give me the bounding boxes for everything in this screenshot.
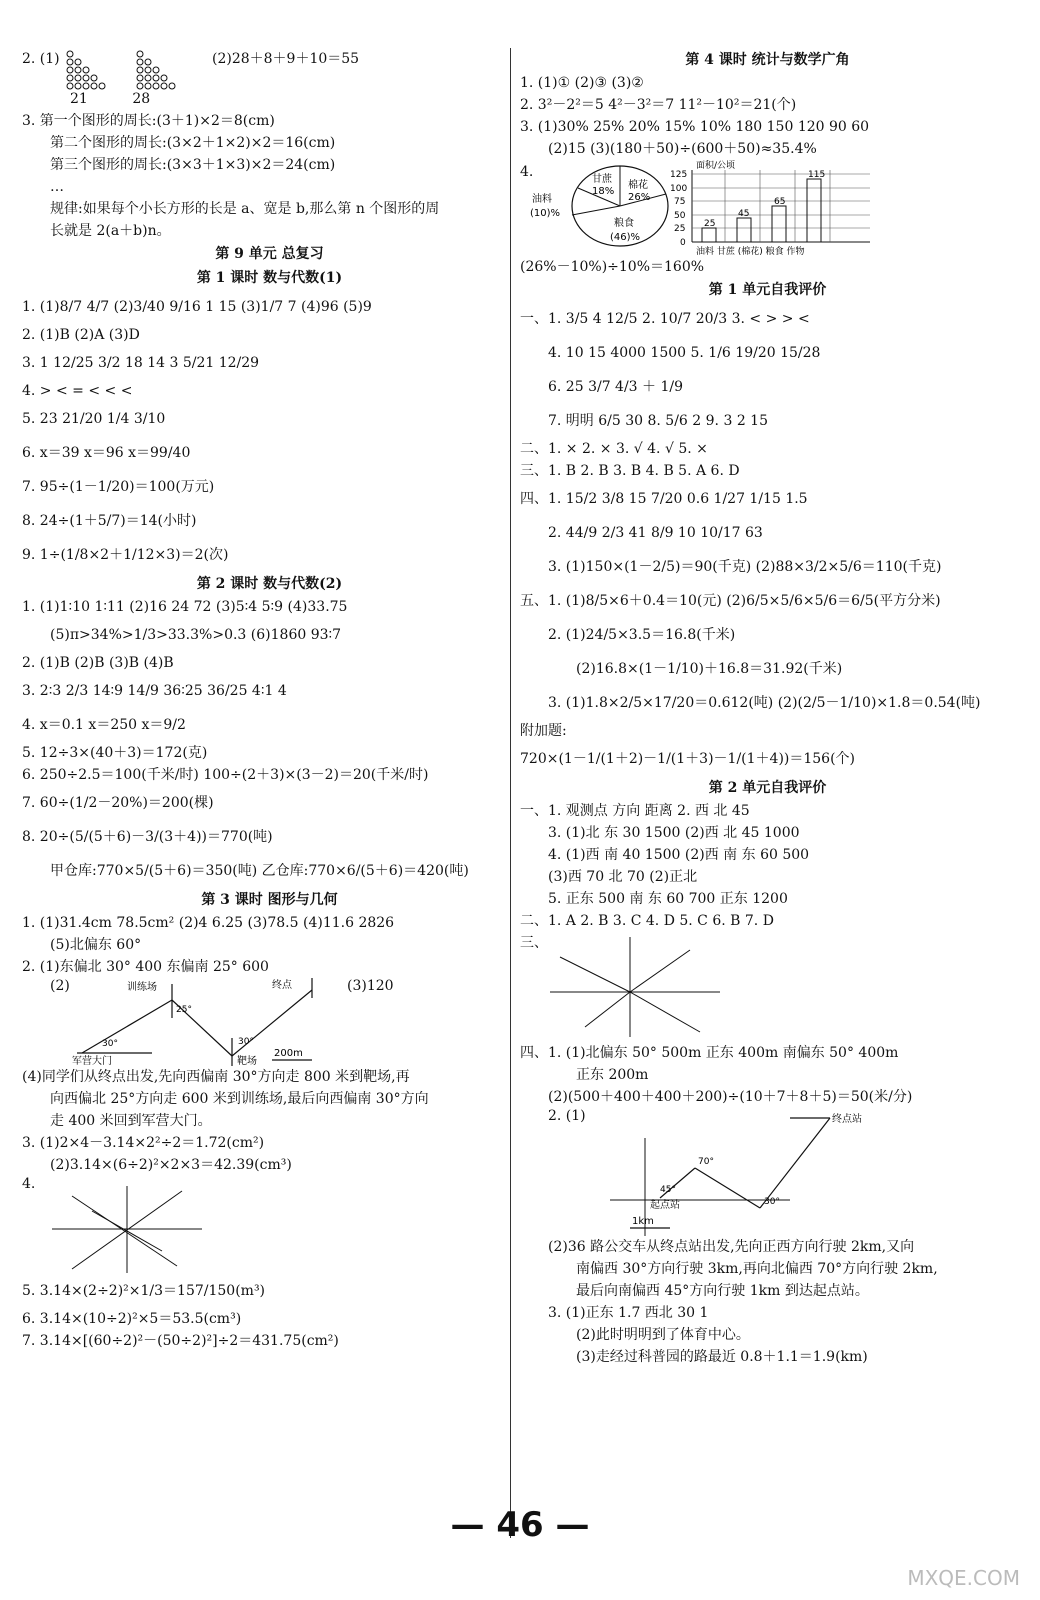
answer-line: 1. (1)① (2)③ (3)② xyxy=(520,75,644,91)
section-heading: 第 1 课时 数与代数(1) xyxy=(196,270,343,286)
answer-line: 向西偏北 25°方向走 600 米到训练场,最后向西偏南 30°方向 xyxy=(50,1091,429,1107)
section-heading: 第 2 课时 数与代数(2) xyxy=(196,576,343,592)
direction-map-3 xyxy=(520,932,1015,1042)
bar-value: 115 xyxy=(808,170,826,180)
answer-line: 7. 95÷(1－1/20)＝100(万元) xyxy=(22,479,215,495)
map-label: 终点站 xyxy=(832,1114,862,1125)
pie-label: (46)% xyxy=(610,232,641,243)
answer-line: 4. > < = < < < xyxy=(22,383,133,399)
answer-line: 2. (1)B (2)B (3)B (4)B xyxy=(22,655,174,671)
section-heading: 第 4 课时 统计与数学广角 xyxy=(685,52,850,68)
bar-tick: 25 xyxy=(674,224,686,234)
answer-line: 附加题: xyxy=(520,723,567,739)
pie-label: 粮食 xyxy=(614,218,634,229)
route-map-2 xyxy=(22,1176,517,1274)
bar-value: 65 xyxy=(774,197,786,207)
map-label: 30° xyxy=(238,1037,254,1047)
bar-tick: 125 xyxy=(670,170,688,180)
answer-line: 720×(1－1/(1＋2)－1/(1＋3)－1/(1＋4))＝156(个) xyxy=(520,751,856,767)
answer-line: 甲仓库:770×5/(5＋6)＝350(吨) 乙仓库:770×6/(5＋6)＝420(吨) xyxy=(50,863,469,879)
right-column xyxy=(520,48,1015,1368)
answer-line: 6. 250÷2.5＝100(千米/时) 100÷(2＋3)×(3－2)＝20(千米/时) xyxy=(22,767,429,783)
answer-line: 1. (1)31.4cm 78.5cm² (2)4 6.25 (3)78.5 (4)11.6 2826 xyxy=(22,915,395,931)
answer-line: 四、1. 15/2 3/8 15 7/20 0.6 1/27 1/15 1.5 xyxy=(520,491,808,507)
pie-label: 甘蔗 xyxy=(592,174,612,185)
direction-map-3-figure xyxy=(550,932,750,1042)
answer-line: 6. 25 3/7 4/3 ＋ 1/9 xyxy=(548,379,684,395)
answer-line: (2)此时明明到了体育中心。 xyxy=(576,1327,750,1343)
answer-line: 第三个图形的周长:(3×3＋1×3)×2＝24(cm) xyxy=(50,157,336,173)
map-label: 起点站 xyxy=(650,1200,680,1211)
pie-label: 18% xyxy=(592,186,615,197)
bus-route-figure xyxy=(600,1108,930,1236)
answer-line: 4. 10 15 4000 1500 5. 1/6 19/20 15/28 xyxy=(548,345,821,361)
map-label: 1km xyxy=(632,1216,654,1227)
bar-chart xyxy=(670,160,910,256)
answer-line: 2. (1)东偏北 30° 400 东偏南 25° 600 xyxy=(22,959,269,975)
answer-line: 5. 3.14×(2÷2)²×1/3＝157/150(m³) xyxy=(22,1283,266,1299)
map-label: 30° xyxy=(764,1197,780,1207)
bar-tick: 75 xyxy=(674,197,686,207)
answer-line: 21 28 xyxy=(70,91,151,107)
left-column xyxy=(22,48,517,1352)
answer-line: 最后向南偏西 45°方向行驶 1km 到达起点站。 xyxy=(576,1283,869,1299)
answer-line: 2. 44/9 2/3 41 8/9 10 10/17 63 xyxy=(548,525,763,541)
direction-sketch xyxy=(52,1181,212,1276)
map-label: 200m xyxy=(274,1048,303,1059)
bar-4 xyxy=(807,179,821,242)
answer-line: 5. 23 21/20 1/4 3/10 xyxy=(22,411,166,427)
answer-line: 一、1. 观测点 方向 距离 2. 西 北 45 xyxy=(520,803,750,819)
answer-line: 1. (1)8/7 4/7 (2)3/40 9/16 1 15 (3)1/7 7 (4)96 (5)9 xyxy=(22,299,372,315)
map-label: 训练场 xyxy=(127,982,157,993)
answer-line: 3. (1)30% 25% 20% 15% 10% 180 150 120 90 60 xyxy=(520,119,870,135)
answer-line: 3. 第一个图形的周长:(3＋1)×2＝8(cm) xyxy=(22,113,275,129)
dot-pattern-row xyxy=(22,48,517,110)
answer-line: (2)(500＋400＋400＋200)÷(10＋7＋8＋5)＝50(米/分) xyxy=(548,1089,913,1105)
answer-line: 正东 200m xyxy=(576,1067,649,1083)
pie-label: 棉花 xyxy=(628,180,648,191)
bar-value: 25 xyxy=(704,219,716,229)
answer-line: 6. x＝39 x＝96 x＝99/40 xyxy=(22,445,191,461)
answer-line: 9. 1÷(1/8×2＋1/12×3)＝2(次) xyxy=(22,547,229,563)
answer-line: (2)16.8×(1－1/10)＋16.8＝31.92(千米) xyxy=(576,661,843,677)
answer-line: 4. (1)西 南 40 1500 (2)西 南 东 60 500 xyxy=(548,847,810,863)
bus-route-map xyxy=(520,1108,1015,1236)
answer-line: (2) xyxy=(50,978,70,994)
answer-line: 四、1. (1)北偏东 50° 500m 正东 400m 南偏东 50° 400m xyxy=(520,1045,899,1061)
answer-line: (3)走经过科普园的路最近 0.8＋1.1＝1.9(km) xyxy=(576,1349,868,1365)
pie-chart xyxy=(530,160,690,256)
pie-label: 油料 xyxy=(532,194,552,205)
map-label: 25° xyxy=(176,1005,192,1015)
page-number: — 46 — xyxy=(450,1505,590,1545)
answer-line: … xyxy=(50,179,64,195)
pie-label: (10)% xyxy=(530,208,561,219)
answer-line: 2. (1)24/5×3.5＝16.8(千米) xyxy=(548,627,736,643)
answer-line: 三、 xyxy=(520,935,548,951)
map-label: 30° xyxy=(102,1039,118,1049)
answer-line: 3. 2∶3 2/3 14∶9 14/9 36∶25 36/25 4∶1 4 xyxy=(22,683,287,699)
answer-line: 7. 明明 6/5 30 8. 5/6 2 9. 3 2 15 xyxy=(548,413,768,429)
answer-line: 7. 3.14×[(60÷2)²－(50÷2)²]÷2＝431.75(cm²) xyxy=(22,1333,339,1349)
answer-line: 长就是 2(a＋b)n。 xyxy=(50,223,171,239)
map-label: 终点 xyxy=(272,980,292,991)
answer-line: 4. xyxy=(22,1176,36,1192)
answer-line: 规律:如果每个小长方形的长是 a、宽是 b,那么第 n 个图形的周 xyxy=(50,201,440,217)
answer-line: 2. (1) xyxy=(22,51,60,67)
answer-line: 6. 3.14×(10÷2)²×5＝53.5(cm³) xyxy=(22,1311,242,1327)
answer-line: (5)π>34%>1/3>33.3%>0.3 (6)1860 93∶7 xyxy=(50,627,342,643)
answer-line: 5. 12÷3×(40＋3)＝172(克) xyxy=(22,745,208,761)
answer-line: 3. (1)150×(1－2/5)＝90(千克) (2)88×3/2×5/6＝110(千克) xyxy=(548,559,942,575)
answer-line: 2. 3²－2²＝5 4²－3²＝7 11²－10²＝21(个) xyxy=(520,97,797,113)
section-heading: 第 9 单元 总复习 xyxy=(215,246,324,262)
answer-line: 第二个图形的周长:(3×2＋1×2)×2＝16(cm) xyxy=(50,135,336,151)
bar-title: 面积/公顷 xyxy=(696,161,736,171)
q4-charts xyxy=(520,160,1015,256)
answer-line: (26%－10%)÷10%＝160% xyxy=(520,259,705,275)
answer-line: 8. 24÷(1＋5/7)＝14(小时) xyxy=(22,513,197,529)
answer-line: 三、1. B 2. B 3. B 4. B 5. A 6. D xyxy=(520,463,740,479)
answer-line: (2)3.14×(6÷2)²×2×3＝42.39(cm³) xyxy=(50,1157,292,1173)
bar-tick: 50 xyxy=(674,211,686,221)
map-label: 70° xyxy=(698,1157,714,1167)
section-heading: 第 1 单元自我评价 xyxy=(708,282,827,298)
answer-line: (2)28＋8＋9＋10＝55 xyxy=(212,51,360,67)
answer-line: 4. x＝0.1 x＝250 x＝9/2 xyxy=(22,717,186,733)
answer-line: 2. (1)B (2)A (3)D xyxy=(22,327,140,343)
section-heading: 第 3 课时 图形与几何 xyxy=(201,892,338,908)
answer-line: (3)西 70 北 70 (2)正北 xyxy=(548,869,698,885)
watermark: MXQE.COM xyxy=(907,1566,1020,1590)
map-label: 45° xyxy=(660,1185,676,1195)
answer-line: 3. (1)2×4－3.14×2²÷2＝1.72(cm²) xyxy=(22,1135,265,1151)
bar-tick: 0 xyxy=(680,238,686,248)
answer-line: (3)120 xyxy=(347,978,394,994)
answer-line: 3. (1)北 东 30 1500 (2)西 北 45 1000 xyxy=(548,825,800,841)
bar-2 xyxy=(737,218,751,242)
route-map-1-figure xyxy=(72,978,402,1066)
answer-line: 3. (1)1.8×2/5×17/20＝0.612(吨) (2)(2/5－1/10)×1.8＝0.54(吨) xyxy=(548,695,981,711)
bar-tick: 100 xyxy=(670,184,688,194)
bar-3 xyxy=(772,206,786,242)
answer-line: 3. 1 12/25 3/2 18 14 3 5/21 12/29 xyxy=(22,355,260,371)
answer-line: 7. 60÷(1/2－20%)＝200(棵) xyxy=(22,795,214,811)
answer-line: 二、1. A 2. B 3. C 4. D 5. C 6. B 7. D xyxy=(520,913,774,929)
map-label: 军营大门 xyxy=(72,1056,112,1066)
bar-value: 45 xyxy=(738,209,750,219)
answer-line: 南偏西 30°方向行驶 3km,再向北偏西 70°方向行驶 2km, xyxy=(576,1261,938,1277)
answer-line: (2)36 路公交车从终点站出发,先向正西方向行驶 2km,又向 xyxy=(548,1239,915,1255)
answer-line: 二、1. × 2. × 3. √ 4. √ 5. × xyxy=(520,441,708,457)
section-heading: 第 2 单元自我评价 xyxy=(708,780,827,796)
answer-line: 走 400 米回到军营大门。 xyxy=(50,1113,212,1129)
answer-line: 5. 正东 500 南 东 60 700 正东 1200 xyxy=(548,891,788,907)
answer-line: 1. (1)1∶10 1∶11 (2)16 24 72 (3)5∶4 5∶9 (4)33.75 xyxy=(22,599,348,615)
bar-categories: 油料 甘蔗 (棉花) 粮食 作物 xyxy=(696,247,805,256)
answer-line: (2)15 (3)(180＋50)÷(600＋50)≈35.4% xyxy=(548,141,817,157)
answer-line: 8. 20÷(5/(5＋6)－3/(3＋4))＝770(吨) xyxy=(22,829,273,845)
route-map-1 xyxy=(22,978,517,1066)
answer-line: (4)同学们从终点出发,先向西偏南 30°方向走 800 米到靶场,再 xyxy=(22,1069,410,1085)
answer-line: (5)北偏东 60° xyxy=(50,937,142,953)
answer-line: 3. (1)正东 1.7 西北 30 1 xyxy=(548,1305,709,1321)
answer-line: 五、1. (1)8/5×6＋0.4＝10(元) (2)6/5×5/6×5/6＝6/5(平方分米) xyxy=(520,593,941,609)
map-label: 靶场 xyxy=(237,1056,257,1066)
answer-line: 一、1. 3/5 4 12/5 2. 10/7 20/3 3. < > > < xyxy=(520,311,810,327)
answer-line: 4. xyxy=(520,164,534,180)
bar-1 xyxy=(702,228,716,242)
answer-line: 2. (1) xyxy=(548,1108,586,1124)
pie-label: 26% xyxy=(628,192,651,203)
